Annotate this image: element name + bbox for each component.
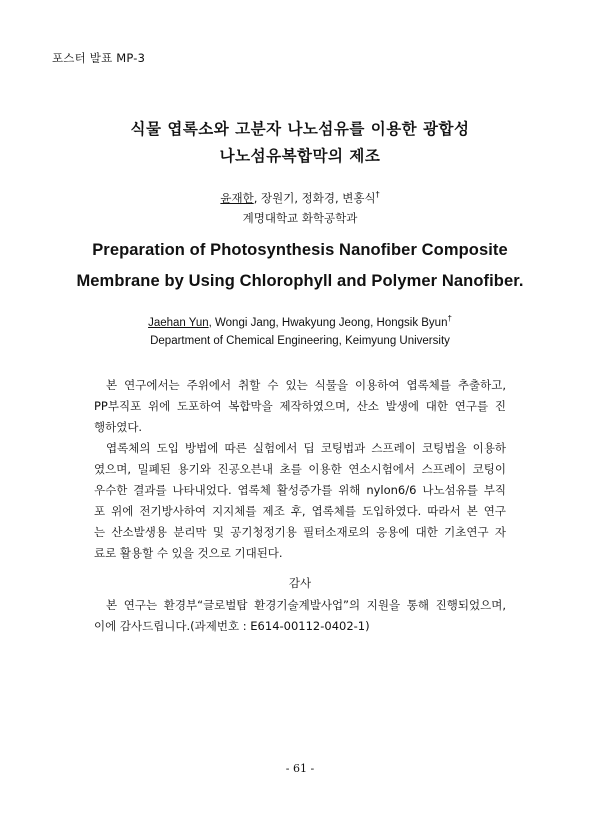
corresponding-mark-ko: † [375, 190, 380, 200]
abstract-line: 본 연구에서는 주위에서 취할 수 있는 식물을 이용하여 엽록체를 추출하고, [106, 378, 506, 392]
corresponding-mark-en: † [447, 314, 452, 323]
english-affiliation: Department of Chemical Engineering, Keimyung University [150, 335, 450, 347]
co-authors-ko: , 장원기, 정화경, 변홍식 [253, 191, 376, 205]
abstract-line: PP부직포 위에 도포하여 복합막을 제작하였으며, 산소 발생에 대한 연구를 진 [94, 399, 506, 413]
abstract-line: 포 위에 전기방사하여 지지체를 제조 후, 엽록체를 도입하였다. 따라서 본 연구 [94, 504, 506, 518]
abstract-line: 엽록체의 도입 방법에 따른 실험에서 딥 코팅법과 스프레이 코팅법을 이용하 [106, 441, 506, 455]
abstract-line: 우수한 결과를 나타내었다. 엽록체 활성증가를 위해 nylon6/6 나노섬유를 부직 [94, 483, 506, 497]
presenting-author-en: Jaehan Yun [148, 316, 209, 329]
presenting-author-ko: 윤재한 [220, 191, 254, 205]
abstract-line: 행하였다. [94, 420, 143, 434]
session-tag: 포스터 발표 MP-3 [52, 51, 146, 65]
korean-title-line-1: 식물 엽록소와 고분자 나노섬유를 이용한 광합성 [130, 120, 470, 138]
english-title-line-1: Preparation of Photosynthesis Nanofiber Composite [92, 241, 508, 259]
acknowledgement-line: 이에 감사드립니다.(과제번호 : E614-00112-0402-1) [94, 619, 370, 633]
page-number: - 61 - [285, 762, 315, 775]
korean-affiliation: 계명대학교 화학공학과 [242, 211, 358, 225]
english-authors [0, 314, 600, 329]
english-title-line-2: Membrane by Using Chlorophyll and Polymer Nanofiber. [76, 272, 524, 290]
acknowledgement-heading: 감사 [288, 576, 312, 590]
korean-title-line-2: 나노섬유복합막의 제조 [219, 147, 381, 165]
abstract-line: 는 산소발생용 분리막 및 공기청정기용 필터소재로의 응용에 대한 기초연구 자 [94, 525, 506, 539]
acknowledgement-line: 본 연구는 환경부“글로벌탑 환경기술계발사업”의 지원을 통해 진행되었으며, [106, 598, 506, 612]
korean-authors [0, 190, 600, 206]
co-authors-en: , Wongi Jang, Hwakyung Jeong, Hongsik Byun [208, 316, 448, 329]
abstract-line: 료로 활용할 수 있을 것으로 기대된다. [94, 546, 283, 560]
abstract-line: 였으며, 밀폐된 용기와 진공오븐내 초를 이용한 연소시험에서 스프레이 코팅이 [94, 462, 506, 476]
